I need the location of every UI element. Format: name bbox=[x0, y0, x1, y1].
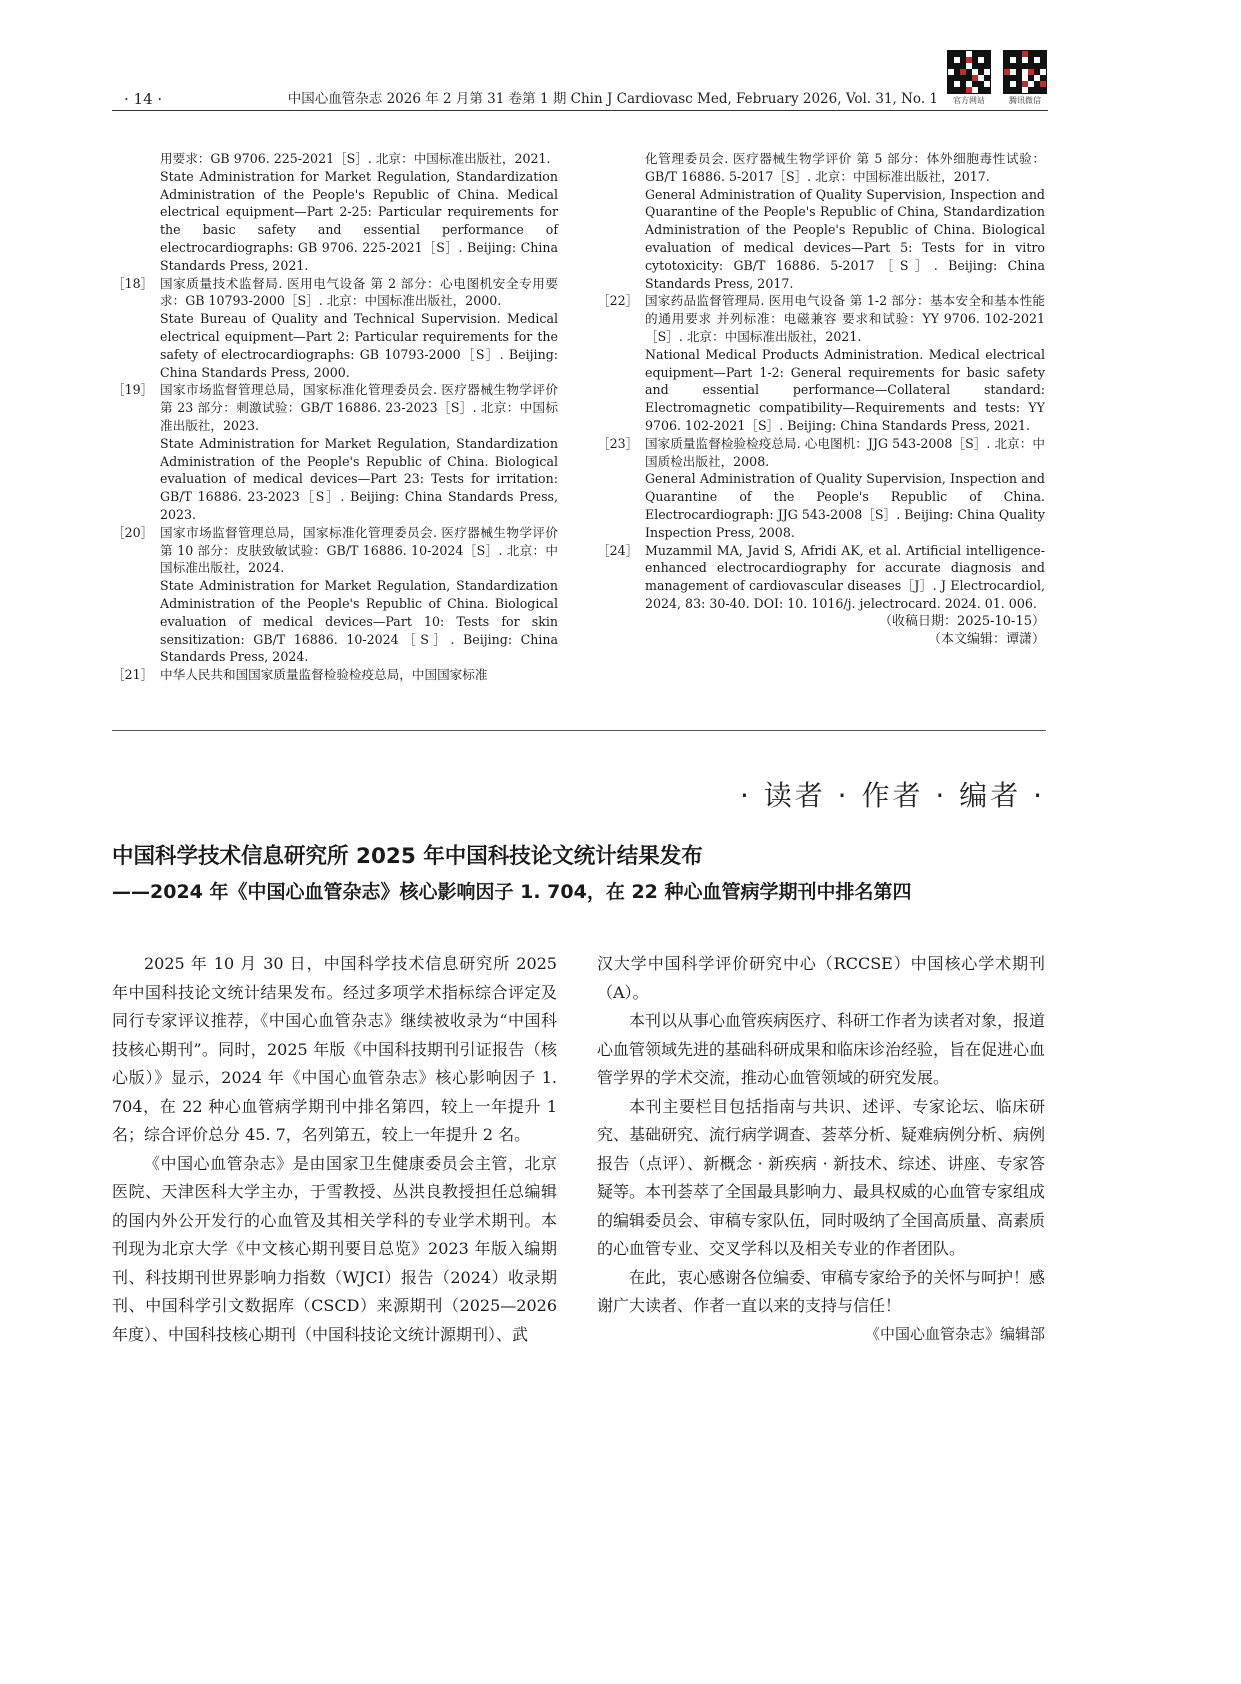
reference-item bbox=[597, 292, 1045, 434]
section-divider bbox=[112, 730, 1046, 731]
references-left-column bbox=[112, 150, 558, 684]
reference-number: ［21］ bbox=[112, 667, 154, 683]
reference-item bbox=[112, 381, 558, 523]
reference-number: ［23］ bbox=[597, 435, 639, 451]
qr-wechat[interactable] bbox=[1002, 50, 1048, 106]
header-rule bbox=[112, 110, 1048, 111]
references-right-column bbox=[597, 150, 1045, 649]
notice-body-left bbox=[112, 950, 557, 1349]
reference-text-en: General Administration of Quality Supervision, Inspection and Quarantine of the People's Republic of China, Standardization Administration of the People's Republic of China. Biological evaluation of medical devices—Part 5: Tests for in vitro cytotoxicity: GB/T 16886. 5-2017［S］. Beijing: China Standards Press, 2017. bbox=[645, 186, 1045, 291]
qr-code-icon bbox=[1003, 50, 1047, 94]
body-paragraph: 2025 年 10 月 30 日，中国科学技术信息研究所 2025 年中国科技论文统计结果发布。经过多项学术指标综合评定及同行专家评议推荐，《中国心血管杂志》继续被收录为“中国科技核心期刊”。同时，2025 年版《中国科技期刊引证报告（核心版）》显示，2024 年《中国心血管杂志》核心影响因子 1. 704，在 22 种心血管病学期刊中排名第四，较上一年提升 1 名；综合评价总分 45. 7，名列第五，较上一年提升 2 名。 bbox=[112, 954, 557, 1144]
reference-text-en: State Administration for Market Regulation, Standardization Administration of the People's Republic of China. Medical electrical equipment—Part 2-25: Particular requirements for the basic safety and essential performance of electrocardiographs: GB 9706. 225-2021［S］. Beijing: China Standards Press, 2021. bbox=[160, 168, 558, 273]
running-header bbox=[112, 88, 938, 110]
body-paragraph: 汉大学中国科学评价研究中心（RCCSE）中国核心学术期刊（A）。 bbox=[597, 954, 1045, 1002]
reference-number: ［24］ bbox=[597, 542, 639, 558]
received-date: （收稿日期：2025-10-15） bbox=[879, 613, 1045, 629]
reference-text-cn: 化管理委员会. 医疗器械生物学评价 第 5 部分：体外细胞毒性试验：GB/T 16886. 5-2017［S］. 北京：中国标准出版社，2017. bbox=[645, 151, 1045, 184]
notice-body-right bbox=[597, 950, 1045, 1347]
qr-official-site[interactable] bbox=[946, 50, 992, 106]
body-paragraph: 在此，衷心感谢各位编委、审稿专家给予的关怀与呵护！感谢广大读者、作者一直以来的支持与信任！ bbox=[597, 1267, 1046, 1315]
reference-item bbox=[112, 150, 558, 275]
reference-number: ［22］ bbox=[597, 293, 639, 309]
reference-number: ［19］ bbox=[112, 382, 154, 398]
reference-text-en: State Bureau of Quality and Technical Supervision. Medical electrical equipment—Part 2: Particular requirements for the safety of electrocardiographs: GB 10793-2000［S］. Beijing: China Standards Press, 2000. bbox=[160, 311, 558, 380]
reference-text-en: General Administration of Quality Supervision, Inspection and Quarantine of the People's Republic of China. Electrocardiograph: JJG 543-2008［S］. Beijing: China Quality Inspection Press, 2008. bbox=[645, 471, 1045, 540]
reference-text-cn: 国家药品监督管理局. 医用电气设备 第 1-2 部分：基本安全和基本性能的通用要求 并列标准：电磁兼容 要求和试验：YY 9706. 102-2021［S］. 北京：中国标准出版社，2021. bbox=[645, 293, 1045, 344]
reference-number: ［20］ bbox=[112, 524, 154, 540]
reference-text-cn: 国家市场监督管理总局，国家标准化管理委员会. 医疗器械生物学评价 第 10 部分：皮肤致敏试验：GB/T 16886. 10-2024［S］. 北京：中国标准出版社，2024. bbox=[160, 524, 558, 576]
reference-item bbox=[597, 542, 1045, 613]
body-paragraph: 本刊主要栏目包括指南与共识、述评、专家论坛、临床研究、基础研究、流行病学调查、荟萃分析、疑难病例分析、病例报告（点评）、新概念 · 新疾病 · 新技术、综述、讲座、专家答疑等。本刊荟萃了全国最具影响力、最具权威的心血管专家组成的编辑委员会、审稿专家队伍，同时吸纳了全国高质量、高素质的心血管专业、交叉学科以及相关专业的作者团队。 bbox=[597, 1096, 1046, 1258]
reference-item bbox=[112, 524, 558, 666]
body-paragraph: 本刊以从事心血管疾病医疗、科研工作者为读者对象，报道心血管领域先进的基础科研成果和临床诊治经验，旨在促进心血管学界的学术交流，推动心血管领域的研究发展。 bbox=[597, 1011, 1046, 1087]
article-title: 中国科学技术信息研究所 2025 年中国科技论文统计结果发布 bbox=[112, 844, 703, 869]
reference-text-en: State Administration for Market Regulation, Standardization Administration of the People's Republic of China. Biological evaluation of medical devices—Part 10: Tests for skin sensitization: GB/T 16886. 10-2024［S］. Beijing: China Standards Press, 2024. bbox=[160, 578, 558, 665]
article-subtitle: ——2024 年《中国心血管杂志》核心影响因子 1. 704，在 22 种心血管病学期刊中排名第四 bbox=[112, 881, 912, 903]
reference-text-cn: 国家质量技术监督局. 医用电气设备 第 2 部分：心电图机安全专用要求：GB 10793-2000［S］. 北京：中国标准出版社，2000. bbox=[160, 275, 558, 309]
reference-text-en: Muzammil MA, Javid S, Afridi AK, et al. Artificial intelligence-enhanced electrocardiography for accurate diagnosis and management of cardiovascular diseases［J］. J Electrocardiol, 2024, 83: 30-40. DOI: 10. 1016/j. jelectrocard. 2024. 01. 006. bbox=[645, 542, 1045, 611]
reference-item bbox=[112, 666, 558, 684]
qr-caption: 腾讯微信 bbox=[1009, 96, 1041, 105]
reference-text-en: National Medical Products Administration. Medical electrical equipment—Part 1-2: General requirements for basic safety and essential performance—Collateral standard: Electromagnetic compatibility—Requirements and tests: YY 9706. 102-2021［S］. Beijing: China Standards Press, 2021. bbox=[645, 346, 1045, 433]
journal-citation-line: 中国心血管杂志 2026 年 2 月第 31 卷第 1 期 Chin J Cardiovasc Med, February 2026, Vol. 31, No. 1 bbox=[287, 91, 938, 107]
reference-text-cn: 国家市场监督管理总局，国家标准化管理委员会. 医疗器械生物学评价 第 23 部分：刺激试验：GB/T 16886. 23-2023［S］. 北京：中国标准出版社，2023. bbox=[160, 382, 558, 433]
reference-text-cn: 用要求：GB 9706. 225-2021［S］. 北京：中国标准出版社，2021. bbox=[160, 151, 551, 166]
reference-text-cn: 中华人民共和国国家质量监督检验检疫总局，中国国家标准 bbox=[160, 667, 488, 683]
reference-item bbox=[112, 275, 558, 382]
article-editor: （本文编辑：谭潇） bbox=[927, 631, 1045, 647]
reference-item bbox=[597, 150, 1045, 292]
reference-text-en: State Administration for Market Regulation, Standardization Administration of the People's Republic of China. Biological evaluation of medical devices—Part 23: Tests for irritation: GB/T 16886. 23-2023［S］. Beijing: China Standards Press, 2023. bbox=[160, 435, 558, 522]
qr-code-icon bbox=[947, 50, 991, 94]
page-number: · 14 · bbox=[124, 90, 163, 108]
reference-item bbox=[597, 435, 1045, 542]
reference-number: ［18］ bbox=[112, 275, 154, 291]
reference-text-cn: 国家质量监督检验检疫总局. 心电图机：JJG 543-2008［S］. 北京：中国质检出版社，2008. bbox=[645, 435, 1045, 469]
qr-caption: 官方网站 bbox=[953, 96, 985, 105]
editorial-signature: 《中国心血管杂志》编辑部 bbox=[864, 1324, 1045, 1343]
body-paragraph: 《中国心血管杂志》是由国家卫生健康委员会主管，北京医院、天津医科大学主办，于雪教授、丛洪良教授担任总编辑的国内外公开发行的心血管及其相关学科的专业学术期刊。本刊现为北京大学《中文核心期刊要目总览》2023 年版入编期刊、科技期刊世界影响力指数（WJCI）报告（2024）收录期刊、中国科学引文数据库（CSCD）来源期刊（2025—2026 年度）、中国科技核心期刊（中国科技论文统计源期刊）、武 bbox=[112, 1153, 557, 1344]
section-tag: · 读者 · 作者 · 编者 · bbox=[739, 779, 1045, 812]
